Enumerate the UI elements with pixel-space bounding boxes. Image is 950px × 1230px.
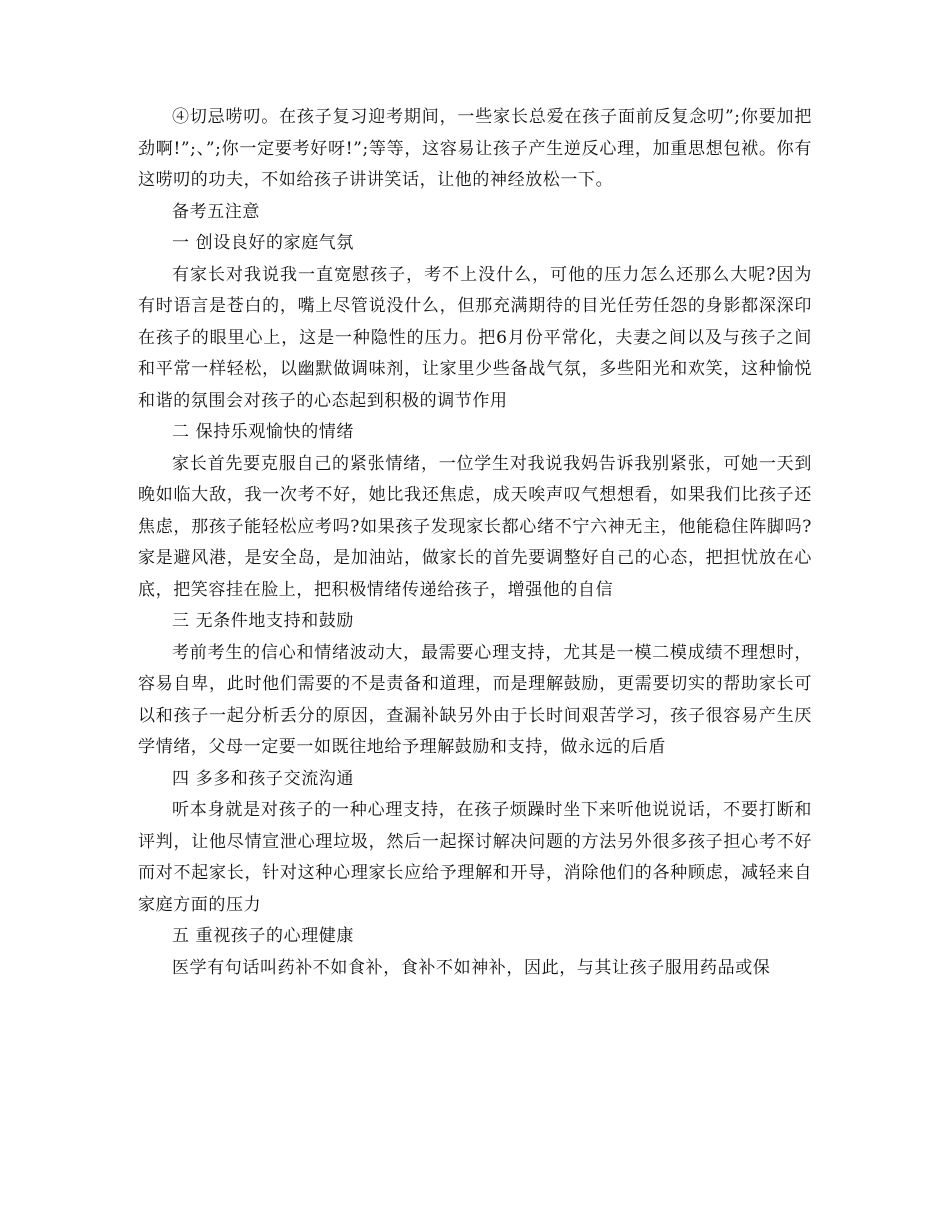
paragraph-mental-health: 医学有句话叫药补不如食补，食补不如神补，因此，与其让孩子服用药品或保 — [172, 957, 771, 978]
paragraph-family-atmosphere: 有家长对我说我一直宽慰孩子，考不上没什么，可他的压力怎么还那么大呢?因为有时语言是苍白的，嘴上尽管说没什么，但那充满期待的目光任劳任怨的身影都深深印在孩子的眼里心上，这是一种隐性的压力。把6月份平常化，夫妻之间以及与孩子之间和平常一样轻松，以幽默做调味剂，让家里少些备战气氛，多些阳光和欢笑，这种愉悦和谐的氛围会对孩子的心态起到积极的调节作用 — [138, 264, 812, 411]
heading-optimistic-mood: 二 保持乐观愉快的情绪 — [172, 422, 355, 442]
heading-mental-health: 五 重视孩子的心理健康 — [172, 926, 355, 946]
heading-family-atmosphere: 一 创设良好的家庭气氛 — [172, 233, 355, 253]
heading-communication: 四 多多和孩子交流沟通 — [172, 768, 355, 789]
paragraph-nagging: ④切忌唠叨。在孩子复习迎考期间，一些家长总爱在孩子面前反复念叨”;你要加把劲啊!”;、”;你一定要考好呀!”;等等，这容易让孩子产生逆反心理，加重思想包袱。你有这唠叨的功夫，不如给孩子讲讲笑话，让他的神经放松一下。 — [138, 107, 812, 190]
document-page — [138, 102, 812, 984]
paragraph-communication: 听本身就是对孩子的一种心理支持，在孩子烦躁时坐下来听他说说话，不要打断和评判，让他尽情宣泄心理垃圾，然后一起探讨解决问题的方法另外很多孩子担心考不好而对不起家长，针对这种心理家长应给予理解和开导，消除他们的各种顾虑，减轻来自家庭方面的压力 — [138, 800, 812, 915]
paragraph-unconditional-support: 考前考生的信心和情绪波动大，最需要心理支持，尤其是一模二模成绩不理想时，容易自卑，此时他们需要的不是责备和道理，而是理解鼓励，更需要切实的帮助家长可以和孩子一起分析丢分的原因，查漏补缺另外由于长时间艰苦学习，孩子很容易产生厌学情绪，父母一定要一如既往地给予理解鼓励和支持，做永远的后盾 — [138, 642, 812, 757]
heading-unconditional-support: 三 无条件地支持和鼓励 — [172, 611, 355, 631]
paragraph-optimistic-mood: 家长首先要克服自己的紧张情绪，一位学生对我说我妈告诉我别紧张，可她一天到晚如临大敌，我一次考不好，她比我还焦虑，成天唉声叹气想想看，如果我们比孩子还焦虑，那孩子能轻松应考吗?如果孩子发现家长都心绪不宁六神无主，他能稳住阵脚吗?家是避风港，是安全岛，是加油站，做家长的首先要调整好自己的心态，把担忧放在心底，把笑容挂在脸上，把积极情绪传递给孩子，增强他的自信 — [138, 453, 812, 600]
section-title-five-tips: 备考五注意 — [172, 201, 260, 222]
